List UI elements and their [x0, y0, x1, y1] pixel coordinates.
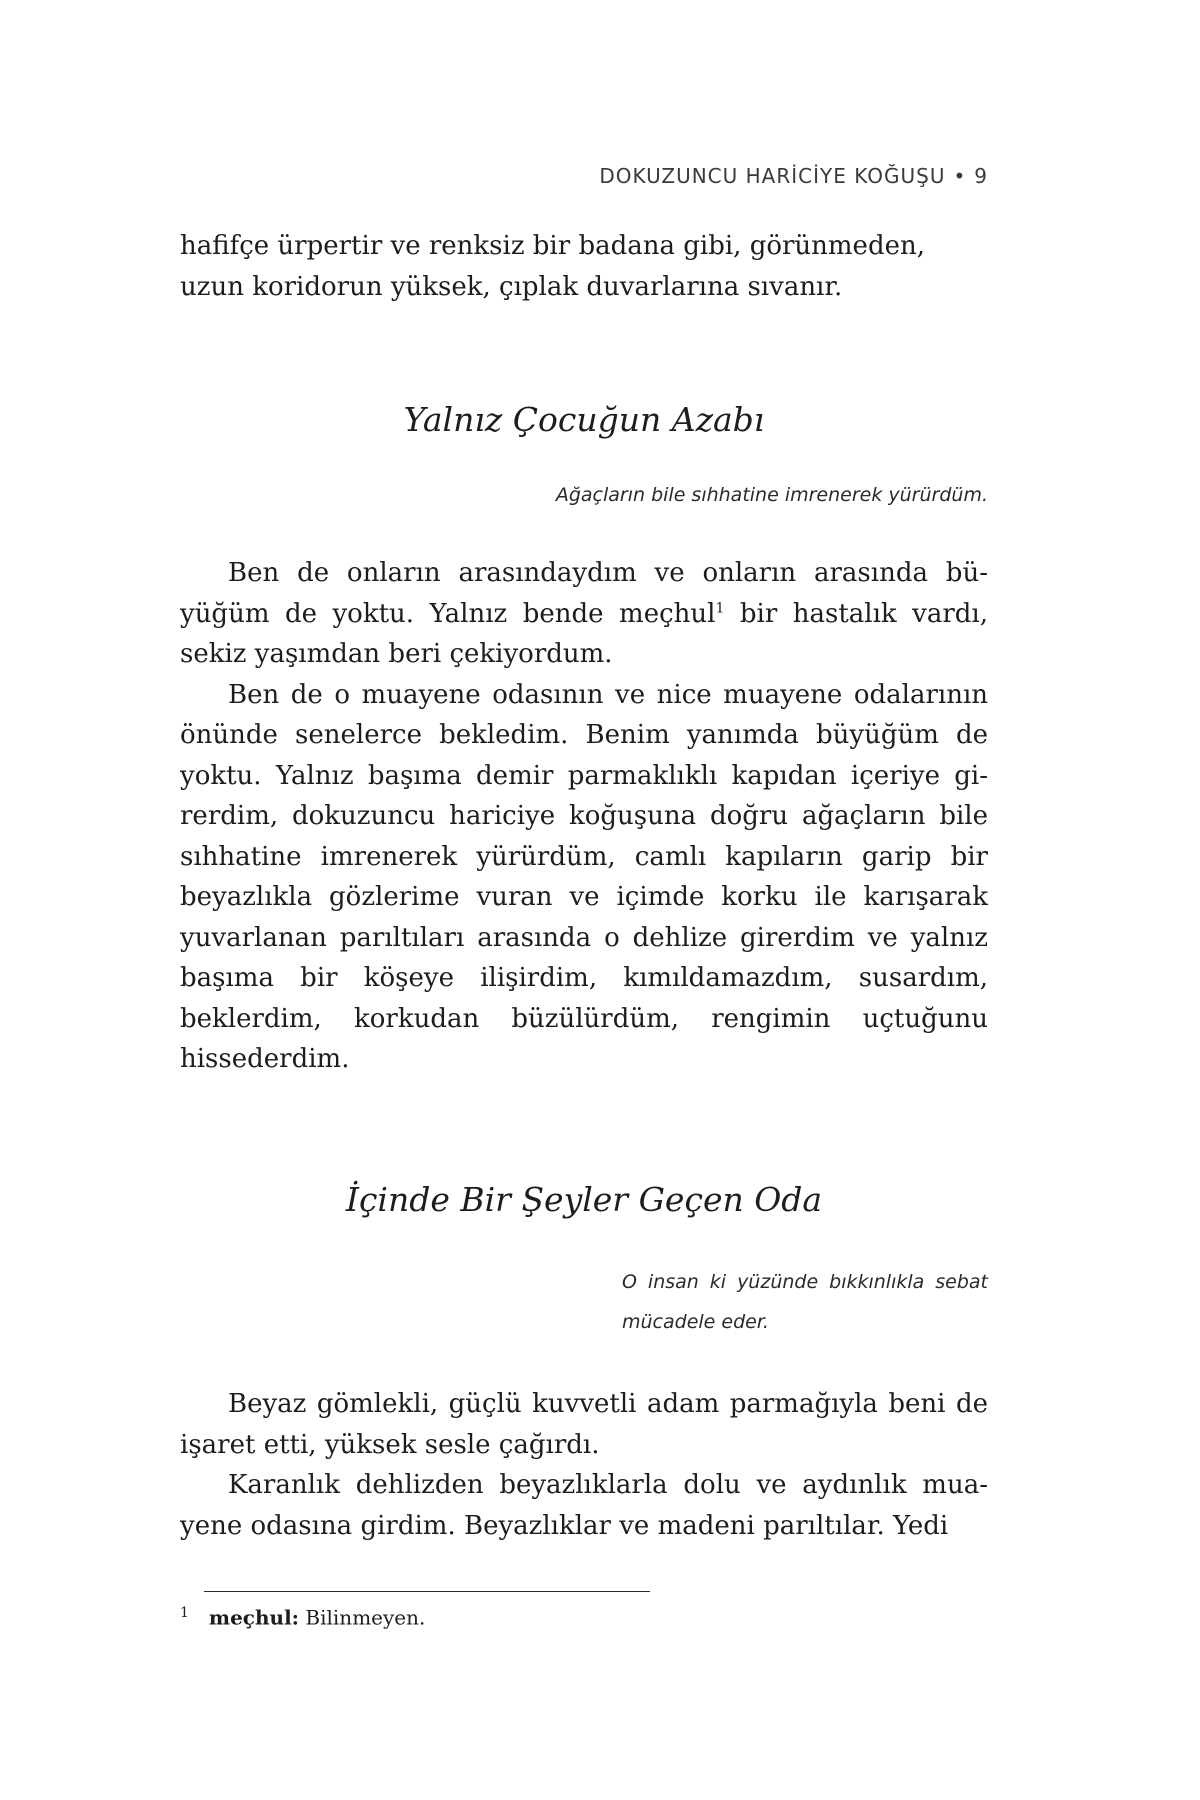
section-title: Yalnız Çocuğun Azabı [403, 400, 765, 439]
paragraph: Beyaz gömlekli, güçlü kuvvetli adam parmağıyla beni de işaret etti, yüksek sesle çağırdı. [180, 1389, 988, 1460]
epigraph: Ağaçların bile sıhhatine imrenerek yürürdüm. [555, 484, 988, 506]
paragraph [180, 553, 988, 675]
running-head-separator: • [953, 164, 967, 188]
footnote-number: 1 [180, 1605, 189, 1621]
paragraph: Karanlık dehlizden beyazlıklarla dolu ve aydınlık muayene odasına girdim. Beyazlıklar ve madeni parıltılar. Yedi [180, 1470, 988, 1541]
running-head [599, 164, 988, 188]
section-title: İçinde Bir Şeyler Geçen Oda [345, 1180, 823, 1219]
paragraph-text: bir hastalık vardı, sekiz yaşımdan beri çekiyordum. [180, 598, 988, 669]
page-number: 9 [974, 164, 988, 188]
text-line: uzun koridorun yüksek, çıplak duvarlarına sıvanır. [180, 271, 843, 302]
footnote-reference: 1 [715, 599, 725, 616]
footnote [180, 1605, 425, 1630]
footnote-divider [204, 1591, 650, 1592]
section-body [180, 553, 988, 1080]
paragraph-text: Ben de onların arasındaydım ve onların arasında büyüğüm de yoktu. Yalnız bende meçhul [180, 558, 988, 629]
footnote-definition: Bilinmeyen. [299, 1605, 426, 1630]
running-head-title: DOKUZUNCU HARİCİYE KOĞUŞU [599, 164, 946, 188]
section-body [180, 1384, 988, 1546]
continued-paragraph [180, 226, 988, 307]
epigraph: O insan ki yüzünde bıkkınlıkla sebat mücadele eder. [622, 1271, 988, 1333]
text-line: hafifçe ürpertir ve renksiz bir badana gibi, görünmeden, [180, 231, 925, 261]
paragraph: Ben de o muayene odasının ve nice muayene odalarının önünde senelerce bekledim. Benim yanımda büyüğüm de yoktu. Yalnız başıma demir parmaklıklı kapıdan içeriye girerdim, dokuzuncu hariciye koğuşuna doğru ağaçların bile sıhhatine imrenerek yürürdüm, camlı kapıların garip bir beyazlıkla gözlerime vuran ve içimde korku ile karışarak yuvarlanan parıltıları arasında o dehlize girerdim ve yalnız başıma bir köşeye ilişirdim, kımıldamazdım, susardım, beklerdim, korkudan büzülürdüm, rengimin uçtuğunu hissederdim. [180, 679, 988, 1074]
footnote-term: meçhul: [208, 1605, 300, 1630]
